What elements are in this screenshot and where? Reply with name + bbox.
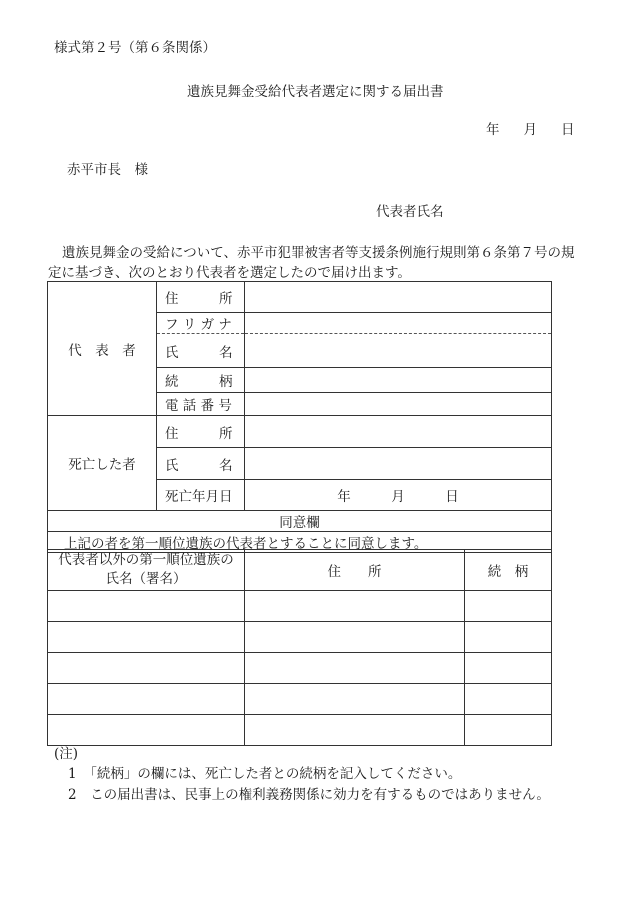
deceased-address-field[interactable] [245, 416, 552, 448]
deceased-date-field[interactable]: 年 月 日 [245, 480, 552, 511]
rep-address-label: 住 所 [157, 282, 245, 313]
rep-furigana-label: フ リ ガ ナ [157, 313, 245, 334]
consent-col-address-header: 住 所 [245, 550, 465, 591]
representative-form-table [47, 281, 552, 553]
rep-relation-field[interactable] [245, 368, 552, 393]
document-title: 遺族見舞金受給代表者選定に関する届出書 [187, 84, 444, 100]
consent-col-name-line2: 氏名（署名） [105, 571, 187, 587]
rep-address-field[interactable] [245, 282, 552, 313]
consent-row-2-name[interactable] [48, 622, 245, 653]
representative-group-label: 代 表 者 [48, 282, 157, 416]
date-line [486, 124, 575, 138]
consent-row-3-name[interactable] [48, 653, 245, 684]
rep-phone-label: 電 話 番 号 [157, 393, 245, 416]
deceased-date-label: 死亡年月日 [157, 480, 245, 511]
body-text [48, 243, 578, 283]
consent-statement: 上記の者を第一順位遺族の代表者とすることに同意します。 [48, 532, 552, 553]
rep-furigana-field[interactable] [245, 313, 552, 334]
date-month-label: 月 [523, 122, 537, 138]
body-paragraph: 遺族見舞金の受給について、赤平市犯罪被害者等支援条例施行規則第６条第７号の規定に基づき、次のとおり代表者を選定したので届け出ます。 [48, 245, 575, 281]
rep-relation-label: 続 柄 [157, 368, 245, 393]
consent-row-5-relation[interactable] [465, 715, 552, 746]
rep-phone-field[interactable] [245, 393, 552, 416]
rep-name-label: 氏 名 [157, 334, 245, 368]
deceased-name-label: 氏 名 [157, 448, 245, 480]
consent-row-5-address[interactable] [245, 715, 465, 746]
consent-row-3-relation[interactable] [465, 653, 552, 684]
consent-row-3-address[interactable] [245, 653, 465, 684]
consent-row-1-relation[interactable] [465, 591, 552, 622]
deceased-name-field[interactable] [245, 448, 552, 480]
notes-heading: (注) [54, 746, 79, 762]
rep-name-field[interactable] [245, 334, 552, 368]
consent-row-2-address[interactable] [245, 622, 465, 653]
consent-row-4-name[interactable] [48, 684, 245, 715]
note-item: 1 「続柄」の欄には、死亡した者との続柄を記入してください。 [68, 766, 462, 782]
deceased-group-label: 死亡した者 [48, 416, 157, 511]
form-number: 様式第２号（第６条関係） [54, 40, 216, 56]
representative-name-label: 代表者氏名 [376, 204, 444, 220]
consent-row-1-name[interactable] [48, 591, 245, 622]
deceased-address-label: 住 所 [157, 416, 245, 448]
consent-col-name-line1: 代表者以外の第一順位遺族の [58, 552, 234, 568]
addressee: 赤平市長 様 [67, 162, 148, 178]
consent-row-5-name[interactable] [48, 715, 245, 746]
consent-row-1-address[interactable] [245, 591, 465, 622]
consent-col-name-header [48, 550, 245, 591]
consent-col-relation-header: 続 柄 [465, 550, 552, 591]
consent-row-2-relation[interactable] [465, 622, 552, 653]
date-year-label: 年 [486, 122, 500, 138]
consent-row-4-address[interactable] [245, 684, 465, 715]
consent-signature-table [47, 549, 552, 746]
consent-heading: 同意欄 [48, 511, 552, 532]
consent-row-4-relation[interactable] [465, 684, 552, 715]
note-item: 2 この届出書は、民事上の権利義務関係に効力を有するものではありません。 [68, 787, 550, 803]
date-day-label: 日 [561, 122, 575, 138]
